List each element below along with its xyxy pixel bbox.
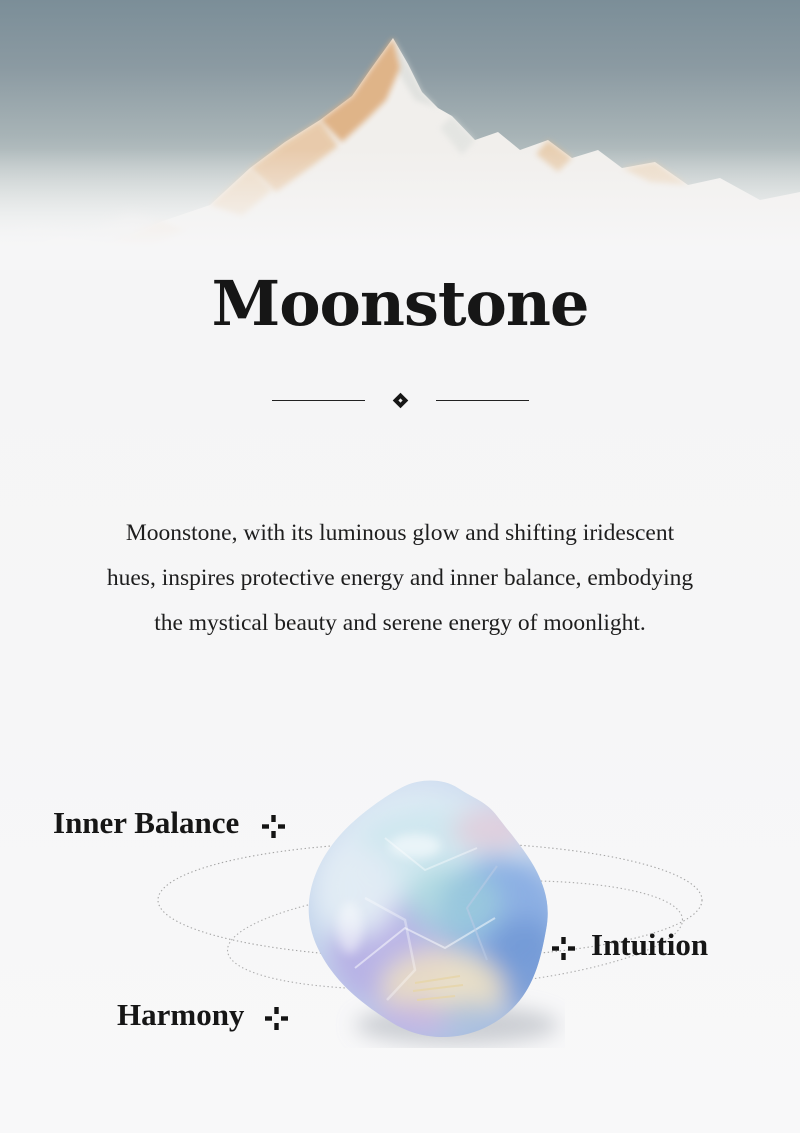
crosshair-icon xyxy=(265,1007,288,1030)
mountain-image xyxy=(0,0,800,270)
moonstone-image xyxy=(295,778,565,1048)
property-intuition xyxy=(552,927,708,963)
crosshair-icon xyxy=(262,815,285,838)
crosshair-icon xyxy=(552,937,575,960)
intro-line-2: hues, inspires protective energy and inner balance, embodying xyxy=(106,564,694,591)
page-title: Moonstone xyxy=(211,267,589,340)
property-label: Inner Balance xyxy=(53,805,240,840)
stone-showcase xyxy=(0,760,800,1100)
intro-line-1: Moonstone, with its luminous glow and shifting iridescent xyxy=(125,519,675,546)
divider-line-left xyxy=(272,400,365,402)
divider-line-right xyxy=(436,400,529,402)
diamond-icon xyxy=(392,393,408,409)
property-inner-balance xyxy=(53,805,285,841)
property-harmony xyxy=(117,997,288,1033)
property-label: Intuition xyxy=(591,927,709,962)
intro-line-3: the mystical beauty and serene energy of moonlight. xyxy=(154,609,646,636)
intro-paragraph xyxy=(0,511,800,646)
title-divider xyxy=(0,393,800,408)
property-label: Harmony xyxy=(117,997,245,1032)
